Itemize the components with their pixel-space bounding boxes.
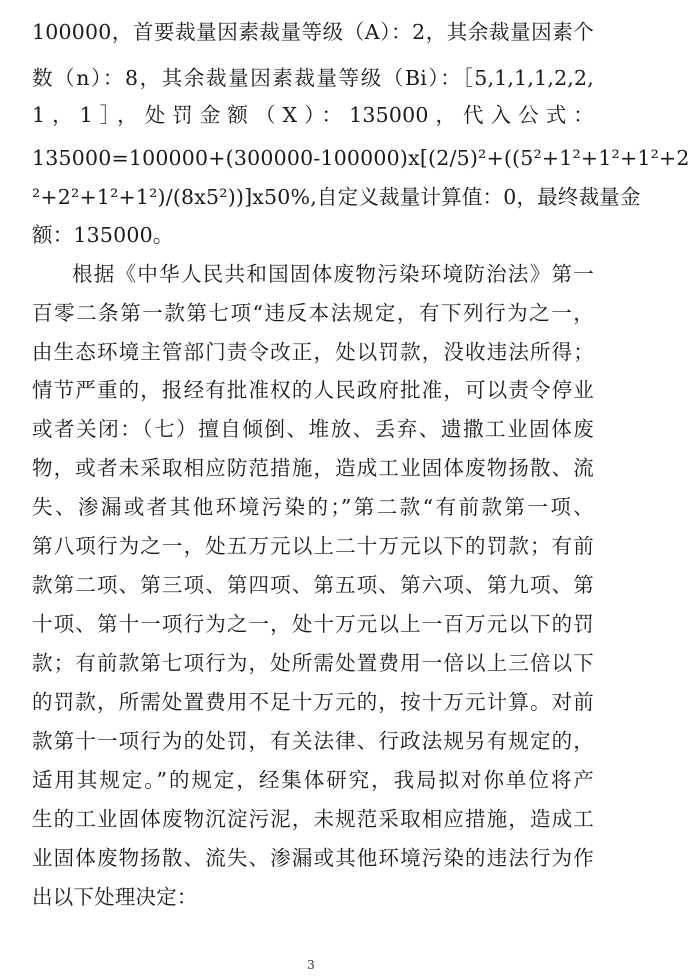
text-line-16: 十项、第十一项行为之一，处十万元以上一百万元以下的罚 [32,612,594,636]
text-line-13: 失、渗漏或者其他环境污染的；”第二款“有前款第一项、 [32,495,594,519]
text-line-15: 款第二项、第三项、第四项、第五项、第六项、第九项、第 [32,573,594,597]
text-line-11: 或者关闭：（七）擅自倾倒、堆放、丢弃、遗撒工业固体废 [32,417,594,441]
text-line-22: 业固体废物扬散、流失、渗漏或其他环境污染的违法行为作 [32,846,594,870]
text-line-19: 款第十一项行为的处罚，有关法律、行政法规另有规定的， [32,729,594,753]
text-line-9: 由生态环境主管部门责令改正，处以罚款，没收违法所得； [32,340,594,364]
text-line-18: 的罚款，所需处置费用不足十万元的，按十万元计算。对前 [32,690,594,714]
text-line-12: 物，或者未采取相应防范措施，造成工业固体废物扬散、流 [32,456,594,480]
text-line-23: 出以下处理决定： [32,885,198,909]
text-line-4: 135000=100000+(300000-100000)x[(2/5)²+((5²+1²+1²+1²+2 [32,146,690,170]
text-line-21: 生的工业固体废物沉淀污泥，未规范采取相应措施，造成工 [32,807,594,831]
page-number: 3 [307,958,315,972]
text-line-5: ²+2²+1²+1²)/(8x5²))]x50%,自定义裁量计算值：0，最终裁量金 [32,185,641,209]
text-line-17: 款；有前款第七项行为，处所需处置费用一倍以上三倍以下 [32,651,594,675]
paragraph-start-line: 根据《中华人民共和国固体废物污染环境防治法》第一 [72,262,594,286]
text-line-8: 百零二条第一款第七项“违反本法规定，有下列行为之一， [32,301,594,325]
text-line-3: 1，1］，处罚金额（X）：135000，代入公式： [32,103,594,127]
text-line-20: 适用其规定。”的规定，经集体研究，我局拟对你单位将产 [32,768,594,792]
text-line-2: 数（n）：8，其余裁量因素裁量等级（Bi）：［5,1,1,1,2,2, [32,66,594,90]
text-line-14: 第八项行为之一，处五万元以上二十万元以下的罚款；有前 [32,534,594,558]
text-line-10: 情节严重的，报经有批准权的人民政府批准，可以责令停业 [32,378,594,402]
text-line-6: 额：135000。 [32,223,174,247]
text-line-1: 100000，首要裁量因素裁量等级（A）：2，其余裁量因素个 [32,20,594,44]
